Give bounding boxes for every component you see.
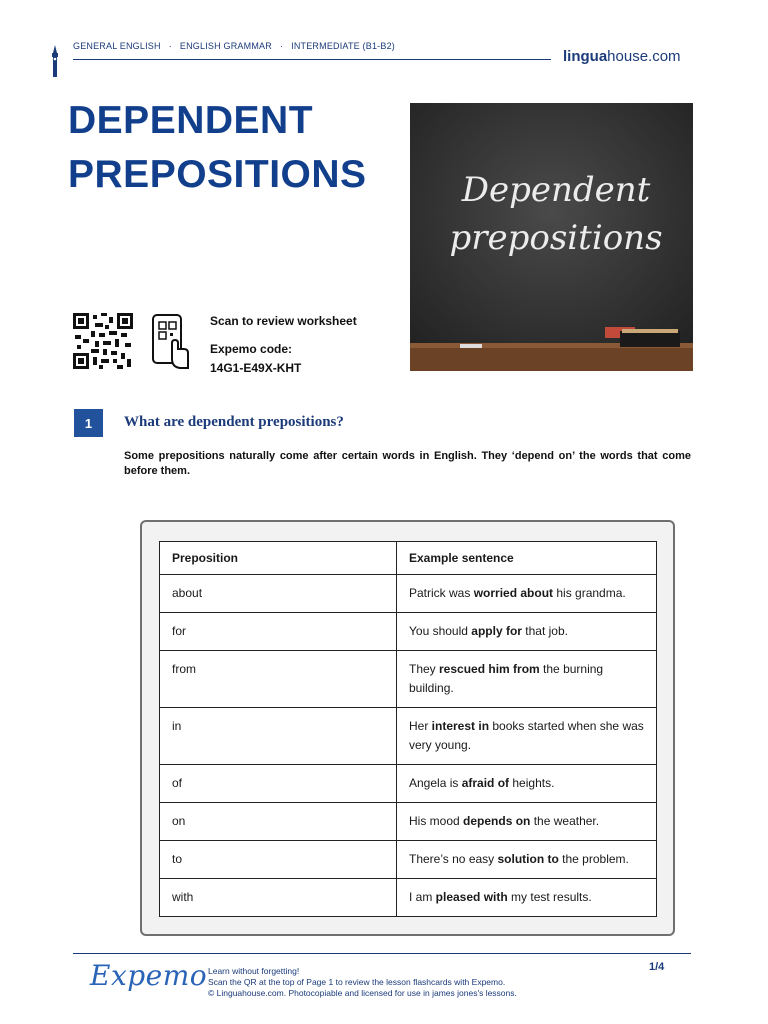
preposition-cell: of [160, 765, 397, 803]
section-title: What are dependent prepositions? [124, 414, 344, 430]
chalkboard-line-1: Dependent [461, 170, 651, 210]
preposition-cell: for [160, 613, 397, 651]
example-cell: They rescued him from the burning building. [397, 651, 657, 708]
section-intro: Some prepositions naturally come after certain words in English. They ‘depend on’ the words that come before them. [124, 450, 691, 477]
table-row [160, 575, 657, 613]
preposition-cell: from [160, 651, 397, 708]
qr-code[interactable] [73, 313, 133, 369]
page-number: 1/4 [649, 961, 665, 973]
breadcrumb-english-grammar[interactable]: ENGLISH GRAMMAR [179, 41, 272, 51]
highlighted-phrase: apply for [471, 624, 522, 638]
highlighted-phrase: worried about [473, 586, 554, 600]
example-cell: Angela is afraid of heights. [397, 765, 657, 803]
preposition-cell: with [160, 879, 397, 917]
preposition-cell: on [160, 803, 397, 841]
scan-label: Scan to review worksheet [210, 314, 357, 328]
table-row [160, 803, 657, 841]
example-cell: Her interest in books started when she was very young. [397, 708, 657, 765]
example-cell: You should apply for that job. [397, 613, 657, 651]
page-title: DEPENDENT PREPOSITIONS [68, 99, 367, 196]
linguahouse-logo[interactable]: linguahouse.com [563, 48, 681, 65]
chalkboard-image [410, 103, 693, 371]
table-row [160, 651, 657, 708]
breadcrumb-general-english[interactable]: GENERAL ENGLISH [73, 41, 161, 51]
example-cell: There’s no easy solution to the problem. [397, 841, 657, 879]
preposition-cell: about [160, 575, 397, 613]
header-preposition: Preposition [160, 542, 397, 575]
table-row [160, 879, 657, 917]
example-cell: I am pleased with my test results. [397, 879, 657, 917]
table-row [160, 613, 657, 651]
highlighted-phrase: depends on [463, 814, 531, 828]
highlighted-phrase: rescued him from [439, 662, 540, 676]
expemo-code-label: Expemo code: [210, 342, 293, 356]
breadcrumb: GENERAL ENGLISH · ENGLISH GRAMMAR · INTERMEDIATE (B1-B2) [73, 41, 395, 51]
highlighted-phrase: afraid of [461, 776, 510, 790]
scan-instructions [210, 312, 357, 378]
phone-scan-icon [150, 313, 192, 371]
expemo-code: 14G1-E49X-KHT [210, 361, 302, 375]
highlighted-phrase: pleased with [435, 890, 508, 904]
table-row [160, 765, 657, 803]
footer-text: Learn without forgetting! Scan the QR at the top of Page 1 to review the lesson flashcards with Expemo. © Linguahouse.com. Photocopiable and licensed for use in james jones's lessons. [208, 966, 517, 998]
footer-divider [73, 953, 691, 954]
prepositions-table [159, 541, 657, 917]
example-cell: His mood depends on the weather. [397, 803, 657, 841]
breadcrumb-level[interactable]: INTERMEDIATE (B1-B2) [291, 41, 395, 51]
section-number-badge: 1 [74, 409, 103, 437]
header-example: Example sentence [397, 542, 657, 575]
preposition-cell: in [160, 708, 397, 765]
preposition-cell: to [160, 841, 397, 879]
table-row [160, 841, 657, 879]
expemo-logo[interactable]: Expemo [90, 959, 208, 992]
example-cell: Patrick was worried about his grandma. [397, 575, 657, 613]
header-divider [73, 59, 551, 60]
table-header-row [160, 542, 657, 575]
big-ben-icon [50, 45, 60, 77]
highlighted-phrase: solution to [497, 852, 559, 866]
chalkboard-line-2: prepositions [449, 218, 663, 258]
table-row [160, 708, 657, 765]
highlighted-phrase: interest in [431, 719, 490, 733]
